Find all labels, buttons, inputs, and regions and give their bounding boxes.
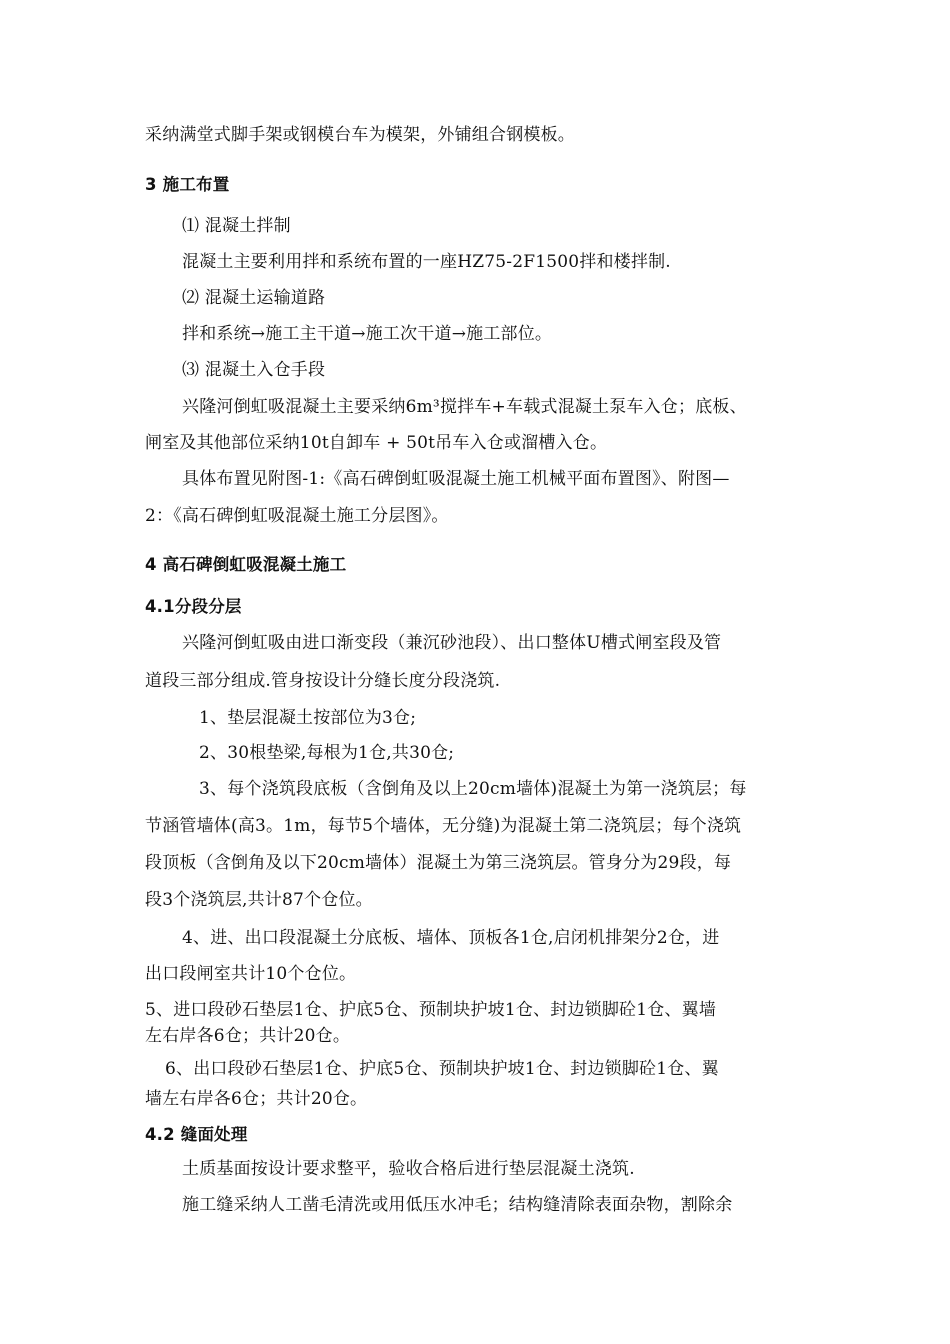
subsection-heading: 4.2 缝面处理	[145, 1125, 248, 1144]
text-line: 土质基面按设计要求整平，验收合格后进行垫层混凝土浇筑.	[182, 1159, 635, 1179]
subsection-title: ⑶ 混凝土入仓手段	[182, 360, 326, 380]
text-line: 兴隆河倒虹吸由进口渐变段（兼沉砂池段）、出口整体U槽式闸室段及管	[182, 633, 722, 653]
list-item: 1、垫层混凝土按部位为3仓;	[199, 708, 417, 728]
text-line: 道段三部分组成.管身按设计分缝长度分段浇筑.	[145, 671, 501, 691]
section-heading: 4 高石碑倒虹吸混凝土施工	[145, 555, 347, 574]
text-line: 采纳满堂式脚手架或钢模台车为模架，外铺组合钢模板。	[145, 125, 575, 145]
text-line: 左右岸各6仓；共计20仓。	[145, 1026, 351, 1046]
text-line: 段顶板（含倒角及以下20cm墙体）混凝土为第三浇筑层。管身分为29段，每	[145, 853, 732, 873]
list-item: 4、进、出口段混凝土分底板、墙体、顶板各1仓,启闭机排架分2仓，进	[182, 928, 720, 948]
text-line: 兴隆河倒虹吸混凝土主要采纳6m³搅拌车+车载式混凝土泵车入仓；底板、	[182, 397, 747, 417]
text-line: 混凝土主要利用拌和系统布置的一座HZ75-2F1500拌和楼拌制.	[182, 252, 671, 272]
subsection-title: ⑵ 混凝土运输道路	[182, 288, 326, 308]
text-line: 段3个浇筑层,共计87个仓位。	[145, 890, 373, 910]
text-line: 闸室及其他部位采纳10t自卸车 + 50t吊车入仓或溜槽入仓。	[145, 433, 608, 453]
section-heading: 3 施工布置	[145, 175, 230, 194]
subsection-heading: 4.1分段分层	[145, 597, 242, 616]
text-line: 出口段闸室共计10个仓位。	[145, 964, 357, 984]
text-line: 具体布置见附图-1:《高石碑倒虹吸混凝土施工机械平面布置图》、附图—	[182, 469, 730, 489]
text-line: 拌和系统→施工主干道→施工次干道→施工部位。	[182, 324, 553, 344]
list-item: 2、30根垫梁,每根为1仓,共30仓;	[199, 743, 455, 763]
text-line: 2：《高石碑倒虹吸混凝土施工分层图》。	[145, 506, 449, 526]
list-item: 3、每个浇筑段底板（含倒角及以上20cm墙体)混凝土为第一浇筑层；每	[199, 779, 747, 799]
list-item: 5、进口段砂石垫层1仓、护底5仓、预制块护坡1仓、封边锁脚砼1仓、翼墙	[145, 1000, 717, 1020]
list-item: 6、出口段砂石垫层1仓、护底5仓、预制块护坡1仓、封边锁脚砼1仓、翼	[165, 1059, 719, 1079]
text-line: 施工缝采纳人工凿毛清洗或用低压水冲毛；结构缝清除表面杂物，割除余	[182, 1195, 733, 1215]
subsection-title: ⑴ 混凝土拌制	[182, 216, 291, 236]
text-line: 节涵管墙体(高3。1m，每节5个墙体，无分缝)为混凝土第二浇筑层；每个浇筑	[145, 816, 742, 836]
text-line: 墙左右岸各6仓；共计20仓。	[145, 1089, 368, 1109]
